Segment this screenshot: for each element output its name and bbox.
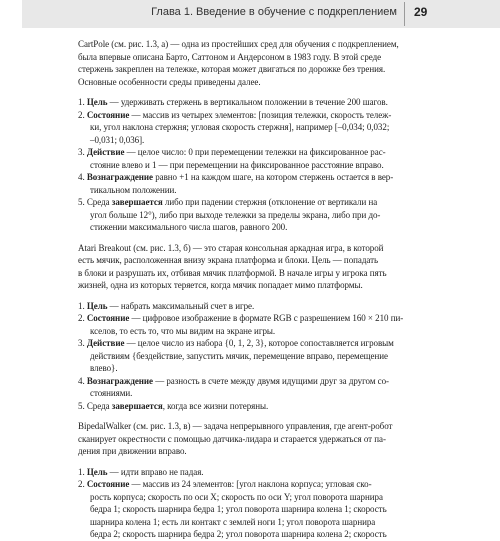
paragraph-line: жизней, одна из которых теряется, когда мячик попадает мимо платформы. xyxy=(78,280,363,290)
list-line xyxy=(78,109,404,122)
list-line xyxy=(78,184,404,197)
list-text: стояние влево и 1 — при перемещении на фиксированное расстояние вправо. xyxy=(90,159,384,170)
list-line xyxy=(78,400,404,413)
list-item xyxy=(78,375,404,400)
list-text: — набрать максимальный счет в игре. xyxy=(107,300,255,311)
paragraph xyxy=(78,38,404,88)
list-number: 4. xyxy=(78,375,87,386)
list-term: Действие xyxy=(86,338,125,348)
list-line xyxy=(78,466,404,479)
list-term: Вознаграждение xyxy=(86,375,153,386)
list-text: — массив из 24 элементов: [угол наклона корпуса; угловая ско- xyxy=(129,479,372,489)
list-item xyxy=(78,109,404,147)
paragraph-line: стержень закреплен на тележке, которая может двигаться по дорожке без трения. xyxy=(78,64,386,74)
list-term: Цель xyxy=(86,97,108,107)
list-number: 5. xyxy=(78,197,87,207)
list-number: 1. xyxy=(78,300,87,311)
paragraph-gap xyxy=(78,88,404,96)
paragraph-line: есть мячик, расположенная внизу экрана платформа и блоки. Цель — попадать xyxy=(78,255,379,265)
list-item xyxy=(78,312,404,337)
list-term: Цель xyxy=(86,300,108,311)
paragraph-line: BipedalWalker (см. рис. 1.3, в) — задача непрерывного управления, где агент-робот xyxy=(78,421,393,431)
list-term: завершается xyxy=(111,197,163,207)
list-text: бедра 1; скорость шарнира бедра 1; угол поворота шарнира колена 1; скорость xyxy=(90,504,387,514)
list-number: 2. xyxy=(78,109,87,120)
list-item xyxy=(78,400,404,413)
list-line xyxy=(78,478,404,491)
list-number: 1. xyxy=(78,466,87,477)
list-line xyxy=(78,121,404,134)
paragraph-line: в блоки и разрушать их, отбивая мячик платформой. В начале игры у игрока пять xyxy=(78,267,387,278)
list-text: Среда xyxy=(86,197,112,207)
list-item xyxy=(78,96,404,109)
list-text: — массив из четырех элементов: [позиция тележки, скорость тележ- xyxy=(129,109,392,120)
list-text: ки, угол наклона стержня; угловая скорость стержня], например [–0,034; 0,032; xyxy=(90,122,390,132)
list-item xyxy=(78,478,404,541)
list-item xyxy=(78,337,404,375)
list-text: либо при падении стержня (отклонение от вертикали на xyxy=(162,197,378,207)
list-number: 4. xyxy=(78,172,87,182)
paragraph-gap xyxy=(78,234,404,242)
paragraph-line: была впервые описана Барто, Саттоном и Андерсоном в 1983 году. В этой среде xyxy=(78,51,382,62)
list-text: равно +1 на каждом шаге, на котором стержень остается в вер- xyxy=(153,172,394,182)
running-header xyxy=(22,0,500,28)
list-line xyxy=(78,209,404,222)
list-term: Состояние xyxy=(86,479,130,489)
list-line xyxy=(78,337,404,350)
paragraph-gap xyxy=(78,458,404,466)
paragraph-gap xyxy=(78,292,404,300)
list-item xyxy=(78,466,404,479)
list-text: Среда xyxy=(86,400,112,411)
list-text: кселов, то есть то, что мы видим на экране игры. xyxy=(90,325,276,336)
paragraph xyxy=(78,420,404,458)
list-line xyxy=(78,146,404,159)
list-text: — разность в счете между двумя идущими друг за другом со- xyxy=(153,375,390,386)
list-line xyxy=(78,375,404,388)
list-line xyxy=(78,503,404,516)
list-term: Состояние xyxy=(86,313,130,323)
list-term: Действие xyxy=(86,147,125,157)
list-text: — целое число из набора {0, 1, 2, 3}, которое сопоставляется игровым xyxy=(124,338,394,348)
paragraph-line: дения при движении вправо. xyxy=(78,446,187,456)
list-line xyxy=(78,387,404,400)
list-text: — целое число: 0 при перемещении тележки на фиксированное рас- xyxy=(124,147,386,157)
paragraph xyxy=(78,242,404,292)
page-body xyxy=(78,38,404,541)
list-text: шарнира колена 1; есть ли контакт с землей ноги 1; угол поворота шарнира xyxy=(90,516,376,527)
list-text: действиям {бездействие, запустить мячик, перемещение вправо, перемещение xyxy=(90,350,388,361)
list-line xyxy=(78,134,404,147)
list-line xyxy=(78,350,404,363)
list-number: 3. xyxy=(78,147,87,157)
list-line xyxy=(78,312,404,325)
header-divider xyxy=(404,2,405,26)
list-text: — идти вправо не падая. xyxy=(107,466,204,477)
list-number: 3. xyxy=(78,338,87,348)
list-line xyxy=(78,516,404,529)
list-number: 2. xyxy=(78,313,87,323)
list-number: 1. xyxy=(78,97,87,107)
list-text: угол больше 12°), либо при выходе тележки за пределы экрана, либо при до- xyxy=(90,209,381,220)
paragraph-line: CartPole (см. рис. 1.3, а) — одна из простейших сред для обучения с подкреплением, xyxy=(78,39,399,49)
list-term: завершается xyxy=(111,400,163,411)
list-line xyxy=(78,325,404,338)
page-number: 29 xyxy=(414,5,428,19)
list-text: — цифровое изображение в формате RGB с разрешением 160 × 210 пи- xyxy=(129,313,404,323)
paragraph-gap xyxy=(78,412,404,420)
list-line xyxy=(78,491,404,504)
list-line xyxy=(78,362,404,375)
list-text: стижении максимального числа шагов, равного 200. xyxy=(90,222,288,232)
paragraph-line: Atari Breakout (см. рис. 1.3, б) — это старая консольная аркадная игра, в которой xyxy=(78,242,384,253)
list-term: Вознаграждение xyxy=(86,172,153,182)
list-text: , когда все жизни потеряны. xyxy=(162,400,269,411)
list-line xyxy=(78,171,404,184)
list-number: 2. xyxy=(78,479,87,489)
list-item xyxy=(78,171,404,196)
paragraph-line: сканирует окрестности с помощью датчика-лидара и старается удержаться от па- xyxy=(78,433,386,444)
list-term: Состояние xyxy=(86,109,130,120)
list-line xyxy=(78,528,404,541)
list-number: 5. xyxy=(78,400,87,411)
list-item xyxy=(78,300,404,313)
list-line xyxy=(78,159,404,172)
list-item xyxy=(78,146,404,171)
list-line xyxy=(78,196,404,209)
list-text: тикальном положении. xyxy=(90,184,177,195)
list-text: –0,031; 0,036]. xyxy=(90,134,145,145)
list-text: — удерживать стержень в вертикальном положении в течение 200 шагов. xyxy=(107,97,388,107)
list-item xyxy=(78,196,404,234)
list-line xyxy=(78,300,404,313)
chapter-title: Глава 1. Введение в обучение с подкреплением xyxy=(151,6,397,18)
list-text: бедра 2; скорость шарнира бедра 2; угол поворота шарнира колена 2; скорость xyxy=(90,529,387,539)
list-line xyxy=(78,221,404,234)
list-text: рость корпуса; скорость по оси X; скорость по оси Y; угол поворота шарнира xyxy=(90,491,383,502)
list-line xyxy=(78,96,404,109)
list-text: влево}. xyxy=(90,363,118,373)
list-term: Цель xyxy=(86,466,108,477)
list-text: стояниями. xyxy=(90,388,133,398)
paragraph-line: Основные особенности среды приведены далее. xyxy=(78,76,261,87)
